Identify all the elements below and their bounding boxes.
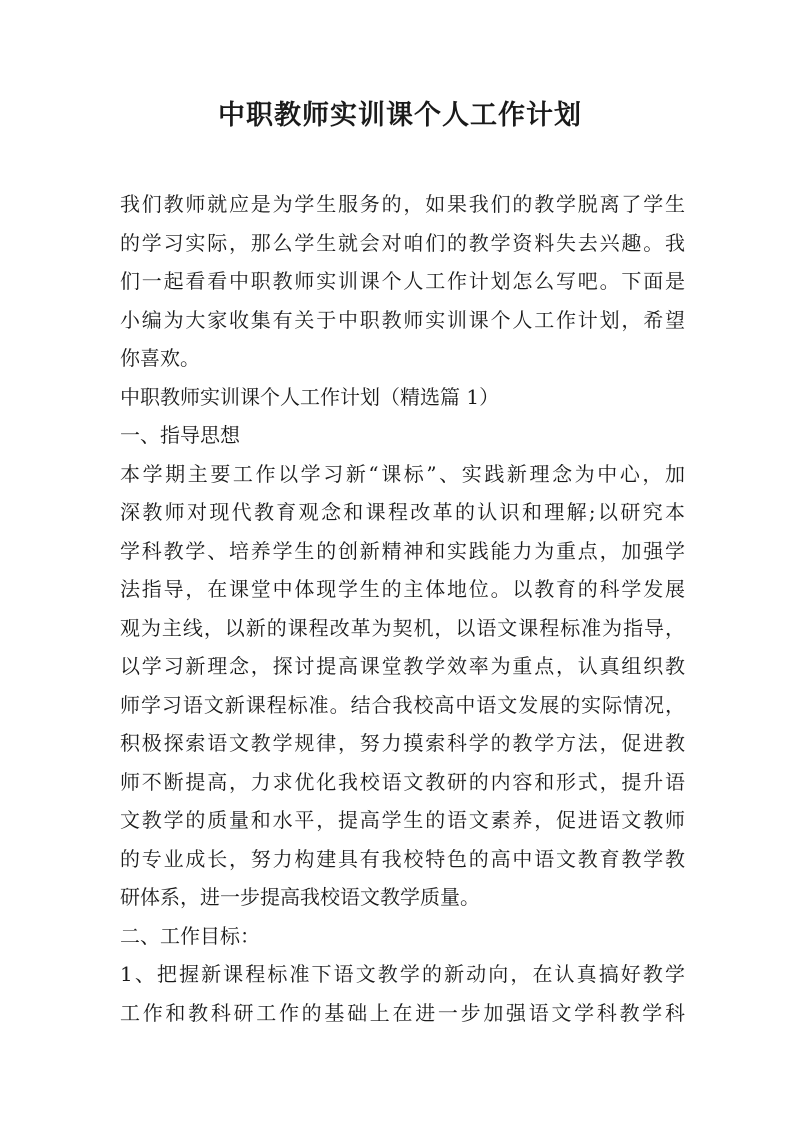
paragraph-line: 深教师对现代教育观念和课程改革的认识和理解;以研究本 <box>120 500 685 524</box>
section-heading: 一、指导思想 <box>120 423 240 447</box>
paragraph-line: 小编为大家收集有关于中职教师实训课个人工作计划，希望 <box>120 308 685 332</box>
paragraph-line: 的专业成长，努力构建具有我校特色的高中语文教育教学教 <box>120 847 685 871</box>
paragraph-line: 研体系，进一步提高我校语文教学质量。 <box>120 885 480 909</box>
section-heading: 中职教师实训课个人工作计划（精选篇 1） <box>120 385 500 409</box>
paragraph-line: 以学习新理念，探讨提高课堂教学效率为重点，认真组织教 <box>120 654 685 678</box>
paragraph-line: 我们教师就应是为学生服务的，如果我们的教学脱离了学生 <box>120 192 685 216</box>
paragraph-line: 工作和教科研工作的基础上在进一步加强语文学科教学科 <box>120 1001 685 1025</box>
paragraph-line: 文教学的质量和水平，提高学生的语文素养，促进语文教师 <box>120 808 685 832</box>
paragraph-line: 法指导，在课堂中体现学生的主体地位。以教育的科学发展 <box>120 577 685 601</box>
paragraph-line: 观为主线，以新的课程改革为契机，以语文课程标准为指导， <box>120 616 685 640</box>
section-heading: 二、工作目标： <box>120 924 260 948</box>
paragraph-line: 本学期主要工作以学习新“课标”、实践新理念为中心，加 <box>120 462 685 486</box>
document-title: 中职教师实训课个人工作计划 <box>218 100 582 131</box>
paragraph-line: 的学习实际，那么学生就会对咱们的教学资料失去兴趣。我 <box>120 231 685 255</box>
paragraph-line: 师不断提高，力求优化我校语文教研的内容和形式，提升语 <box>120 770 685 794</box>
paragraph-line: 你喜欢。 <box>120 346 200 370</box>
paragraph-line: 1、把握新课程标准下语文教学的新动向，在认真搞好教学 <box>120 962 685 986</box>
paragraph-line: 学科教学、培养学生的创新精神和实践能力为重点，加强学 <box>120 539 685 563</box>
paragraph-line: 积极探索语文教学规律，努力摸索科学的教学方法，促进教 <box>120 731 685 755</box>
paragraph-line: 师学习语文新课程标准。结合我校高中语文发展的实际情况， <box>120 693 685 717</box>
paragraph-line: 们一起看看中职教师实训课个人工作计划怎么写吧。下面是 <box>120 269 685 293</box>
